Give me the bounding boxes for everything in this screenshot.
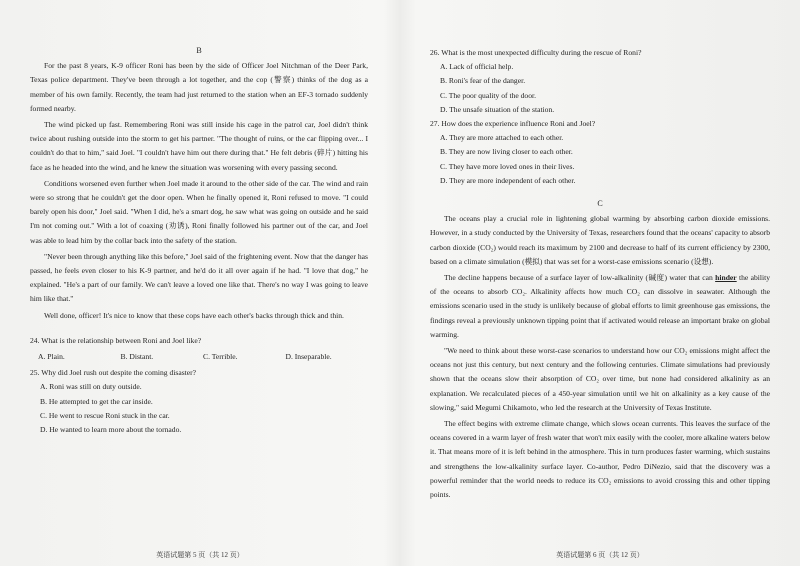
page-6 [400, 0, 800, 566]
q27-option-a[interactable]: A. They are more attached to each other. [440, 133, 564, 143]
q26-option-b[interactable]: B. Roni's fear of the danger. [440, 76, 526, 86]
section-b-heading: B [196, 46, 202, 55]
passage-b-paragraph-5: Well done, officer! It's nice to know that these cops have each other's backs through thick and thin. [44, 310, 344, 320]
question-27: 27. How does the experience influence Roni and Joel? [430, 119, 596, 129]
q24-option-a[interactable]: A. Plain. [38, 352, 65, 362]
passage-b-paragraph-4: "Never been through anything like this before," Joel said of the frightening event. Now that the danger has passed, he feels even closer to his K-9 partner, and he'd do it all over again if he had. "I love that dog," he explained. "He's a part of our family. We can't leave a loved one like that. There's no way I was going to leave him like that." [30, 251, 368, 304]
passage-c-paragraph-3: "We need to think about these worst-case scenarios to understand how our CO₂ emissions might affect the oceans not just this century, but next century and the following centuries. Climate simulations had previously shown that the oceans slow their absorption of CO₂ over time, but none had considered alkalinity as an explanation. We recalculated pieces of a 450-year simulation until we hit on alkalinity as a key cause of the slowing," said Megumi Chikamoto, who led the research at the University of Texas Institute. [430, 346, 770, 412]
passage-c-paragraph-1: The oceans play a crucial role in lightening global warming by absorbing carbon dioxide emissions. However, in a study conducted by the University of Texas, researchers found that the oceans' capacity to absorb carbon dioxide (CO₂) would reach its maximum by 2100 and decrease to half of its current efficiency by 2300, based on a climate simulation (模拟) that was set for a worst-case emissions scenario (设想). [430, 214, 770, 266]
q24-option-b[interactable]: B. Distant. [120, 352, 154, 362]
passage-c-paragraph-4: The effect begins with extreme climate change, which slows ocean currents. This leaves the surface of the oceans covered in a warm layer of fresh water that won't mix easily with the cooler, more alkaline waters below it. That means more of it is left behind in the atmosphere. This in turn produces faster warming, which sustains and strengthens the low-alkalinity surface layer. Co-author, Pedro DiNezio, said that the discovery was a powerful reminder that the world needs to reduce its CO₂ emissions to avoid crossing this and other tipping points. [430, 419, 770, 500]
right-column [430, 46, 770, 504]
q24-option-c[interactable]: C. Terrible. [203, 352, 238, 362]
page-6-footer: 英语试题第 6 页（共 12 页） [556, 551, 644, 559]
q27-option-c[interactable]: C. They have more loved ones in their lives. [440, 161, 575, 171]
q27-option-b[interactable]: B. They are now living closer to each other. [440, 147, 573, 157]
q24-option-d[interactable]: D. Inseparable. [285, 352, 332, 362]
q25-option-d[interactable]: D. He wanted to learn more about the tornado. [40, 425, 182, 435]
p2-text-before: The decline happens because of a surface layer of low-alkalinity (碱度) water that can [444, 273, 716, 283]
page-5-footer: 英语试题第 5 页（共 12 页） [156, 551, 244, 559]
q27-option-d[interactable]: D. They are more independent of each other. [440, 175, 576, 185]
q25-option-b[interactable]: B. He attempted to get the car inside. [40, 396, 153, 406]
q26-option-c[interactable]: C. The poor quality of the door. [440, 90, 537, 100]
passage-b-paragraph-3: Conditions worsened even further when Joel made it around to the other side of the car. The wind and rain were so strong that he couldn't get the door open. When he finally opened it, Roni refused to move. "I could barely open his door," Joel said. "When I did, he's a smart dog, he saw what was going on outside and he said I'm not coming out." With a lot of coaxing (劝诱), Roni finally followed his partner out of the car, and Joel was able to lead him by the collar back into the safety of the station. [30, 178, 368, 245]
question-25: 25. Why did Joel rush out despite the coming disaster? [30, 368, 197, 378]
passage-b-paragraph-1: For the past 8 years, K-9 officer Roni has been by the side of Officer Joel Nitchman of the Deer Park, Texas police department. They've been through a lot together, and the cop (警察) thinks of the dog as a member of his own family. Recently, the team had just returned to the station when an EF-3 tornado suddenly formed nearby. [30, 61, 368, 113]
question-24: 24. What is the relationship between Roni and Joel like? [30, 335, 202, 345]
left-column [30, 44, 368, 437]
passage-c-paragraph-2 [430, 271, 770, 342]
question-26: 26. What is the most unexpected difficulty during the rescue of Roni? [430, 48, 642, 57]
passage-b-paragraph-2: The wind picked up fast. Remembering Roni was still inside his cage in the patrol car, Joel didn't think twice about rushing outside into the storm to get his partner. "The thought of ruins, or the car flipping over... I couldn't do that to him," said Joel. "I couldn't have him out there during that." He felt debris (碎片) hitting his face as he headed into the wind, and he knew the situation was worsening with every passing second. [30, 120, 368, 172]
q26-option-a[interactable]: A. Lack of official help. [440, 62, 514, 72]
q25-option-c[interactable]: C. He went to rescue Roni stuck in the car. [40, 410, 170, 420]
q25-option-a[interactable]: A. Roni was still on duty outside. [40, 382, 142, 392]
question-24-options [38, 350, 368, 364]
q26-option-d[interactable]: D. The unsafe situation of the station. [440, 104, 555, 114]
hinder-underlined-word: hinder [715, 273, 737, 283]
p2-text-after: the ability of the oceans to absorb CO₂. Alkalinity affects how much CO₂ can dissolve in seawater. Although the emissions scenario used in the study is unlikely because of global efforts to limit greenhouse gas emissions, the findings reveal a previously unknown tipping point that if activated would release an important brake on global warming. [430, 273, 770, 339]
section-c-heading: C [597, 199, 603, 209]
